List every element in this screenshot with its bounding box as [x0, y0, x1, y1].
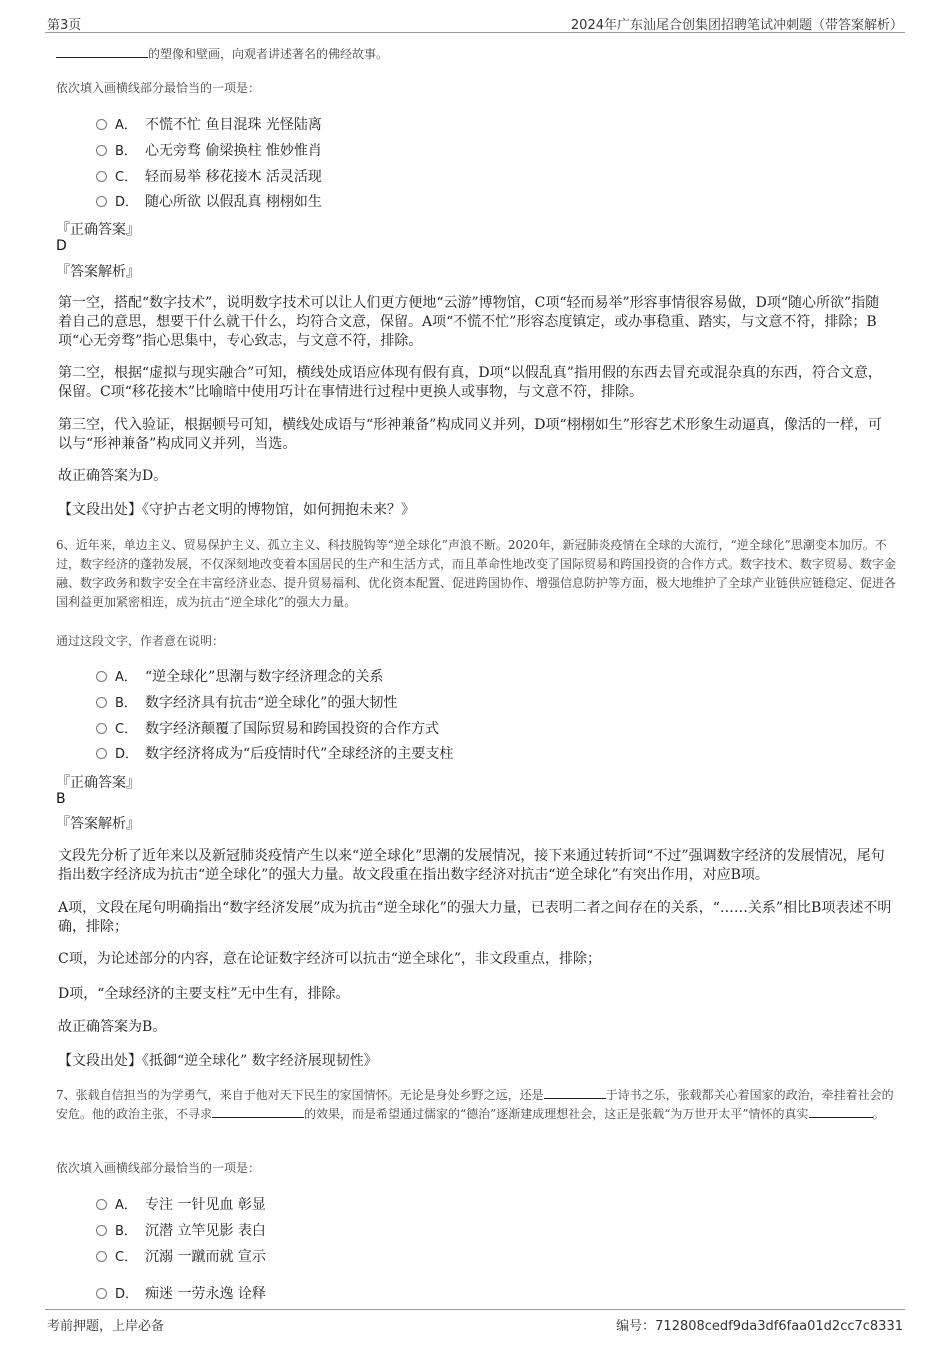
radio-button[interactable] — [96, 1199, 107, 1210]
q5-option-d[interactable]: D． 随心所欲 以假乱真 栩栩如生 — [96, 191, 322, 213]
option-text: 数字经济具有抗击“逆全球化”的强大韧性 — [145, 695, 398, 711]
radio-button[interactable] — [96, 748, 107, 759]
q7-prompt: 依次填入画横线部分最恰当的一项是： — [56, 1161, 261, 1175]
q7-stem-text: 。 — [872, 1107, 885, 1121]
option-text: 痴迷 一劳永逸 诠释 — [145, 1286, 266, 1302]
q6-analysis-label: 『答案解析』 — [56, 816, 140, 832]
radio-button[interactable] — [96, 1251, 107, 1262]
q7-option-b[interactable]: B． 沉潜 立竿见影 表白 — [96, 1220, 266, 1242]
q7-stem-text: 于诗书之乐，张载都关心着国家的政治，牵挂着社会的安危。他的政治主张，不寻求 — [56, 1088, 894, 1121]
q6-option-d[interactable]: D． 数字经济将成为“后疫情时代”全球经济的主要支柱 — [96, 743, 453, 765]
footer-slogan: 考前押题，上岸必备 — [47, 1319, 165, 1334]
radio-button[interactable] — [96, 697, 107, 708]
page-footer — [45, 1309, 905, 1332]
q6-analysis-3: C项，为论述部分的内容，意在论证数字经济可以抗击“逆全球化”，非文段重点，排除； — [58, 951, 602, 967]
page-number: 第3页 — [47, 18, 82, 33]
q6-analysis-2: A项，文段在尾句明确指出“数字经济发展”成为抗击“逆全球化”的强大力量，已表明二者之间存在的关系，“……关系”相比B项表述不明确，排除； — [58, 900, 892, 935]
q5-stem-text: 的塑像和壁画，向观者讲述著名的佛经故事。 — [148, 47, 389, 61]
answer-blank — [212, 1105, 304, 1118]
q5-analysis-2: 第二空，根据“虚拟与现实融合”可知，横线处成语应体现有假有真，D项“以假乱真”指用假的东西去冒充或混杂真的东西，符合文意，保留。C项“移花接木”比喻暗中使用巧计在事情进行过程中更换人或事物，与文意不符，排除。 — [58, 365, 882, 400]
option-text: 数字经济颠覆了国际贸易和跨国投资的合作方式 — [145, 721, 439, 737]
q5-option-c[interactable]: C． 轻而易举 移花接木 活灵活现 — [96, 166, 322, 188]
document-title: 2024年广东汕尾合创集团招聘笔试冲刺题（带答案解析） — [570, 18, 903, 33]
option-text: 数字经济将成为“后疫情时代”全球经济的主要支柱 — [145, 746, 454, 762]
answer-blank — [544, 1086, 606, 1099]
q7-option-c[interactable]: C． 沉溺 一蹴而就 宣示 — [96, 1246, 266, 1268]
q6-answer: B — [56, 791, 66, 807]
radio-button[interactable] — [96, 196, 107, 207]
q6-stem: 6、近年来，单边主义、贸易保护主义、孤立主义、科技脱钩等“逆全球化”声浪不断。2020年，新冠肺炎疫情在全球的大流行，“逆全球化”思潮变本加厉。不过，数字经济的蓬勃发展，不仅深刻地改变着本国居民的生产和生活方式，而且革命性地改变了国际贸易和跨国投资的合作方式。数字技术、数字贸易、数字金融、数字政务和数字安全在丰富经济业态、提升贸易福利、优化资本配置、促进跨国协作、增强信息防护等方面，极大地维护了全球产业链供应链稳定、促进各国利益更加紧密相连，成为抗击“逆全球化”的强大力量。 — [56, 538, 897, 609]
option-text: 心无旁骛 偷梁换柱 惟妙惟肖 — [145, 143, 322, 159]
page-header — [45, 12, 905, 33]
q5-analysis-1: 第一空，搭配“数字技术”，说明数字技术可以让人们更方便地“云游”博物馆，C项“轻而易举”形容事情很容易做，D项“随心所欲”指随着自己的意思，想要干什么就干什么，均符合文意，保留。A项“不慌不忙”形容态度镇定，或办事稳重、踏实，与文意不符，排除；B项“心无旁骛”指心思集中，专心致志，与文意不符，排除。 — [58, 295, 880, 349]
q5-option-a[interactable]: A． 不慌不忙 鱼目混珠 光怪陆离 — [96, 114, 322, 136]
q6-prompt: 通过这段文字，作者意在说明： — [56, 634, 225, 648]
radio-button[interactable] — [96, 723, 107, 734]
q5-answer-label: 『正确答案』 — [56, 222, 140, 238]
radio-button[interactable] — [96, 1225, 107, 1236]
option-text: “逆全球化”思潮与数字经济理念的关系 — [145, 669, 384, 685]
q5-stem-tail — [56, 44, 388, 64]
q7-option-d[interactable]: D． 痴迷 一劳永逸 诠释 — [96, 1283, 266, 1305]
option-text: 专注 一针见血 彰显 — [145, 1197, 266, 1213]
radio-button[interactable] — [96, 145, 107, 156]
q5-analysis-4: 故正确答案为D。 — [58, 468, 168, 484]
q6-analysis-4: D项，“全球经济的主要支柱”无中生有，排除。 — [58, 986, 350, 1002]
q6-source: 【文段出处】《抵御“逆全球化” 数字经济展现韧性》 — [58, 1053, 378, 1069]
q6-analysis-5: 故正确答案为B。 — [58, 1019, 167, 1035]
option-text: 沉潜 立竿见影 表白 — [145, 1223, 266, 1239]
q6-answer-label: 『正确答案』 — [56, 775, 140, 791]
answer-blank — [809, 1105, 873, 1118]
q5-analysis-label: 『答案解析』 — [56, 264, 140, 280]
radio-button[interactable] — [96, 119, 107, 130]
q7-option-a[interactable]: A． 专注 一针见血 彰显 — [96, 1194, 266, 1216]
q5-prompt: 依次填入画横线部分最恰当的一项是： — [56, 81, 261, 95]
q6-option-c[interactable]: C． 数字经济颠覆了国际贸易和跨国投资的合作方式 — [96, 718, 439, 740]
option-text: 轻而易举 移花接木 活灵活现 — [145, 169, 322, 185]
q5-analysis-3: 第三空，代入验证，根据顿号可知，横线处成语与“形神兼备”构成同义并列，D项“栩栩如生”形容艺术形象生动逼真，像活的一样，可以与“形神兼备”构成同义并列，当选。 — [58, 417, 882, 452]
document-id: 编号：712808cedf9da3df6faa01d2cc7c8331 — [616, 1319, 903, 1334]
q7-stem-text: 7、张载自信担当的为学勇气，来自于他对天下民生的家国情怀。无论是身处乡野之远，还是 — [56, 1088, 544, 1102]
q7-stem-text: 的效果，而是希望通过儒家的“德治”逐渐建成理想社会，这正是张载“为万世开太平”情怀的真实 — [304, 1107, 809, 1121]
q6-option-b[interactable]: B． 数字经济具有抗击“逆全球化”的强大韧性 — [96, 692, 397, 714]
q5-answer: D — [56, 238, 67, 254]
radio-button[interactable] — [96, 1288, 107, 1299]
option-text: 不慌不忙 鱼目混珠 光怪陆离 — [145, 117, 322, 133]
radio-button[interactable] — [96, 671, 107, 682]
answer-blank — [56, 45, 148, 58]
option-text: 随心所欲 以假乱真 栩栩如生 — [145, 194, 322, 210]
radio-button[interactable] — [96, 171, 107, 182]
q5-source: 【文段出处】《守护古老文明的博物馆，如何拥抱未来？》 — [58, 502, 415, 518]
q6-option-a[interactable]: A． “逆全球化”思潮与数字经济理念的关系 — [96, 666, 383, 688]
option-text: 沉溺 一蹴而就 宣示 — [145, 1249, 266, 1265]
q7-stem — [56, 1086, 898, 1124]
q6-analysis-1: 文段先分析了近年来以及新冠肺炎疫情产生以来“逆全球化”思潮的发展情况，接下来通过转折词“不过”强调数字经济的发展情况，尾句指出数字经济成为抗击“逆全球化”的强大力量。故文段重在指出数字经济对抗击“逆全球化”有突出作用，对应B项。 — [58, 848, 885, 883]
q5-option-b[interactable]: B． 心无旁骛 偷梁换柱 惟妙惟肖 — [96, 140, 322, 162]
